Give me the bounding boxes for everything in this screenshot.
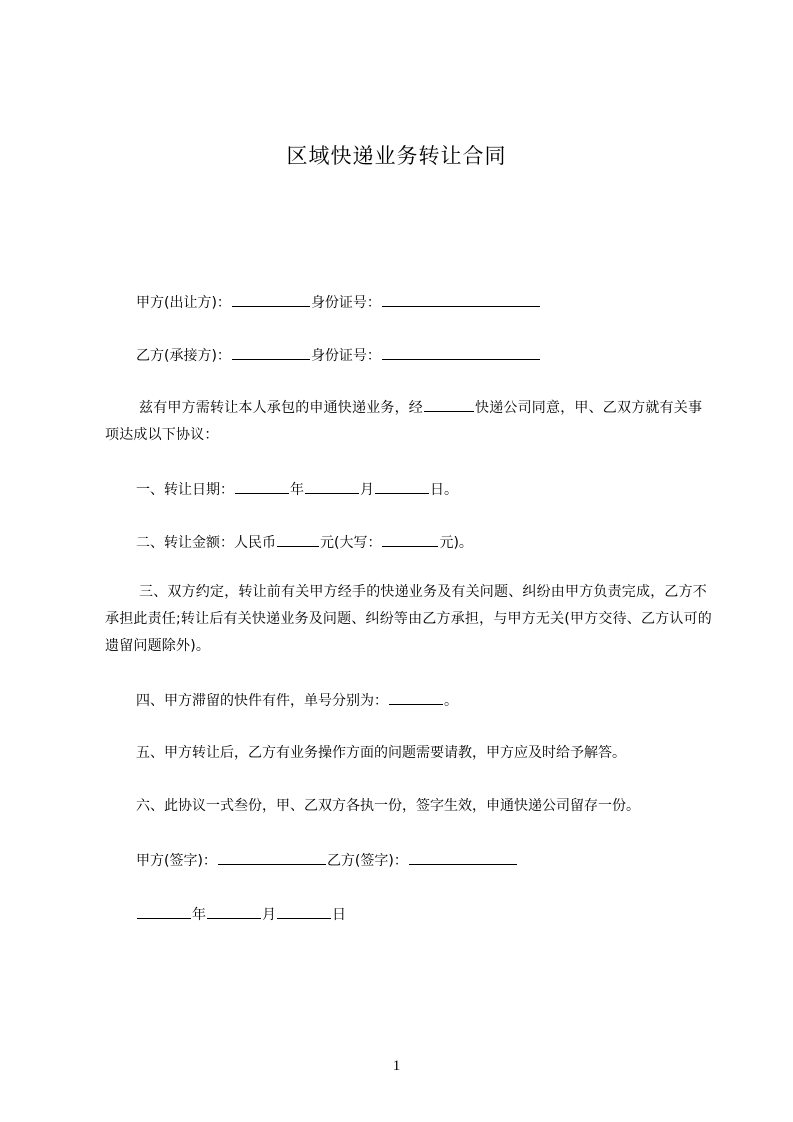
clause-copies: 六、此协议一式叁份，甲、乙双方各执一份，签字生效，申通快递公司留存一份。 <box>136 798 640 814</box>
amount-words-blank[interactable] <box>382 532 438 547</box>
party-b-id-label: 身份证号： <box>310 348 381 364</box>
sign-month-blank[interactable] <box>207 904 261 919</box>
clause1-day: 日。 <box>430 482 458 498</box>
party-a-name-blank[interactable] <box>232 292 310 307</box>
preamble-text-2: 快递公司同意，甲、乙双方就有关事项达成以下协议： <box>105 400 703 443</box>
party-a-signature-label: 甲方(签字)： <box>136 853 217 869</box>
party-b-id-blank[interactable] <box>382 345 540 360</box>
clause4-end: 。 <box>444 693 458 709</box>
document-title: 区域快递业务转让合同 <box>286 144 507 168</box>
transfer-month-blank[interactable] <box>305 479 359 494</box>
clause4-label: 四、甲方滞留的快件有件，单号分别为： <box>136 693 388 709</box>
party-b-name-blank[interactable] <box>232 345 310 360</box>
clause-after-transfer: 五、甲方转让后，乙方有业务操作方面的问题需要请教，甲方应及时给予解答。 <box>136 745 626 761</box>
party-a-id-blank[interactable] <box>382 292 540 307</box>
preamble-paragraph <box>105 395 712 449</box>
signature-line <box>136 850 518 871</box>
party-b-label: 乙方(承接方)： <box>136 348 231 364</box>
clause-pending-parcels <box>136 690 458 711</box>
clause1-year: 年 <box>290 482 304 498</box>
party-b-signature-blank[interactable] <box>409 850 517 865</box>
party-b-line <box>136 345 541 366</box>
sign-month-label: 月 <box>262 907 276 923</box>
party-a-signature-blank[interactable] <box>218 850 326 865</box>
transfer-year-blank[interactable] <box>235 479 289 494</box>
sign-year-label: 年 <box>192 907 206 923</box>
clause2-unit: 元(大写： <box>320 535 382 551</box>
clause-transfer-amount <box>136 532 473 553</box>
party-a-label: 甲方(出让方)： <box>136 295 231 311</box>
sign-date-line <box>136 904 346 925</box>
tracking-numbers-blank[interactable] <box>389 690 443 705</box>
sign-year-blank[interactable] <box>137 904 191 919</box>
clause-responsibility: 三、双方约定，转让前有关甲方经手的快递业务及有关问题、纠纷由甲方负责完成，乙方不承担此责任;转让后有关快递业务及问题、纠纷等由乙方承担，与甲方无关(甲方交待、乙方认可的遗留问题除外)。 <box>105 584 712 654</box>
clause2-end: 元)。 <box>439 535 473 551</box>
party-a-line <box>136 292 541 313</box>
party-b-signature-label: 乙方(签字)： <box>326 853 408 869</box>
sign-day-blank[interactable] <box>277 904 331 919</box>
transfer-day-blank[interactable] <box>375 479 429 494</box>
clause1-label: 一、转让日期： <box>136 482 234 498</box>
clause2-label: 二、转让金额：人民币 <box>136 535 276 551</box>
amount-figure-blank[interactable] <box>277 532 319 547</box>
party-a-id-label: 身份证号： <box>310 295 381 311</box>
preamble-text-1: 兹有甲方需转让本人承包的申通快递业务，经 <box>139 400 423 416</box>
courier-company-blank[interactable] <box>424 397 474 412</box>
clause1-month: 月 <box>360 482 374 498</box>
sign-day-label: 日 <box>332 907 346 923</box>
clause-transfer-date <box>136 479 458 500</box>
page-number: 1 <box>392 1058 401 1074</box>
